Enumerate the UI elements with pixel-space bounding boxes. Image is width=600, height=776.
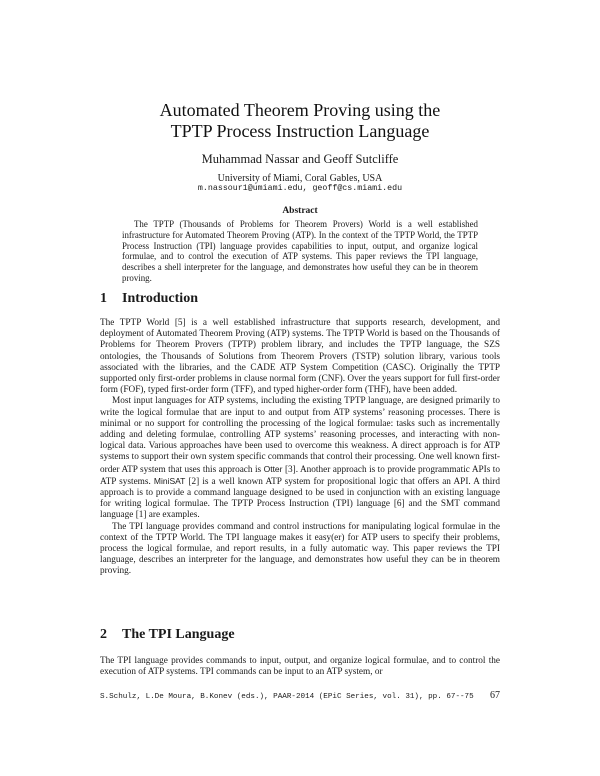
- title-line-1: Automated Theorem Proving using the: [159, 100, 441, 120]
- otter-system-name: Otter: [263, 463, 283, 474]
- intro-paragraph-2-part-c: [2] is a well known ATP system for propositional logic that offers an API. A third approach is to provide a command language designed to be used in conjunction with an existing language for writing logical formulae. The TPTP Process Instruction (TPI) language [6] and the SMT command language [1] are examples.: [100, 476, 500, 521]
- page-footer: [100, 692, 500, 702]
- section-title: Introduction: [122, 291, 198, 306]
- tpi-language-body: [100, 656, 500, 678]
- author-emails: m.nassour1@umiami.edu, geoff@cs.miami.edu: [197, 184, 403, 193]
- paper-title: [100, 100, 500, 142]
- abstract-text: The TPTP (Thousands of Problems for Theorem Provers) World is a well established infrastructure for Automated Theorem Proving (ATP). In the context of the TPTP World, the TPTP Process Instruction (TPI) language provides capabilities to input, output, and organize logical formulae, and to control the execution of ATP systems. This paper reviews the TPI language, describes a shell interpreter for the language, and demonstrates how useful they can be in theorem proving.: [122, 219, 478, 283]
- section-number: 2: [100, 627, 107, 642]
- section-heading-introduction: [100, 291, 500, 307]
- section-title: The TPI Language: [122, 627, 235, 642]
- section-heading-tpi-language: [100, 627, 500, 643]
- minisat-system-name: MiniSAT: [153, 475, 186, 486]
- section-number: 1: [100, 291, 107, 306]
- intro-paragraph-3: The TPI language provides command and control instructions for manipulating logical formulae in the context of the TPTP World. The TPI language makes it easy(er) for ATP users to specify their problems, process the logical formulae, and report results, in a fully automatic way. This paper reviews the TPI language, describes an interpreter for the language, and demonstrates how useful they can be in theorem proving.: [100, 521, 500, 577]
- intro-paragraph-2: [100, 396, 500, 521]
- page-number: 67: [490, 690, 500, 701]
- paper-authors: Muhammad Nassar and Geoff Sutcliffe: [201, 152, 399, 166]
- intro-paragraph-2-part-a: Most input languages for ATP systems, including the existing TPTP language, are designed primarily to write the logical formulae that are input to and output from ATP systems’ reasoning processes. There is minimal or no support for controlling the processing of the logical formulae: tasks such as incrementally adding and deleting formulae, controlling ATP systems’ reasoning processes, and interacting with non-logical data. Various approaches have been used to overcome this weakness. A direct approach is for ATP systems to support their own system specific commands that control their processing. One well known first-order ATP system that uses this approach is: [100, 396, 500, 475]
- author-affiliation: University of Miami, Coral Gables, USA: [217, 173, 383, 184]
- intro-paragraph-1: The TPTP World [5] is a well established infrastructure that supports research, development, and deployment of Automated Theorem Proving (ATP) systems. The TPTP World is based on the Thousands of Problems for Theorem Provers (TPTP) problem library, and includes the TPTP language, the SZS ontologies, the Thousands of Solutions from Theorem Provers (TSTP) solution library, various tools associated with the libraries, and the CADE ATP System Competition (CASC). Originally the TPTP supported only first-order problems in clause normal form (CNF). Over the years support for full first-order form (FOF), typed first-order form (TFF), and typed higher-order form (THF), have been added.: [100, 318, 500, 396]
- tpi-paragraph-1: The TPI language provides commands to input, output, and organize logical formulae, and to control the execution of ATP systems. TPI commands can be input to an ATP system, or: [100, 656, 500, 678]
- abstract-heading: Abstract: [282, 206, 318, 216]
- title-line-2: TPTP Process Instruction Language: [170, 121, 430, 141]
- intro-paragraph-2-part-b: [3]. Another approach is to provide programmatic APIs to ATP systems.: [100, 464, 500, 487]
- introduction-body: [100, 318, 500, 578]
- footer-citation: S.Schulz, L.De Moura, B.Konev (eds.), PAAR-2014 (EPiC Series, vol. 31), pp. 67--75: [100, 693, 474, 701]
